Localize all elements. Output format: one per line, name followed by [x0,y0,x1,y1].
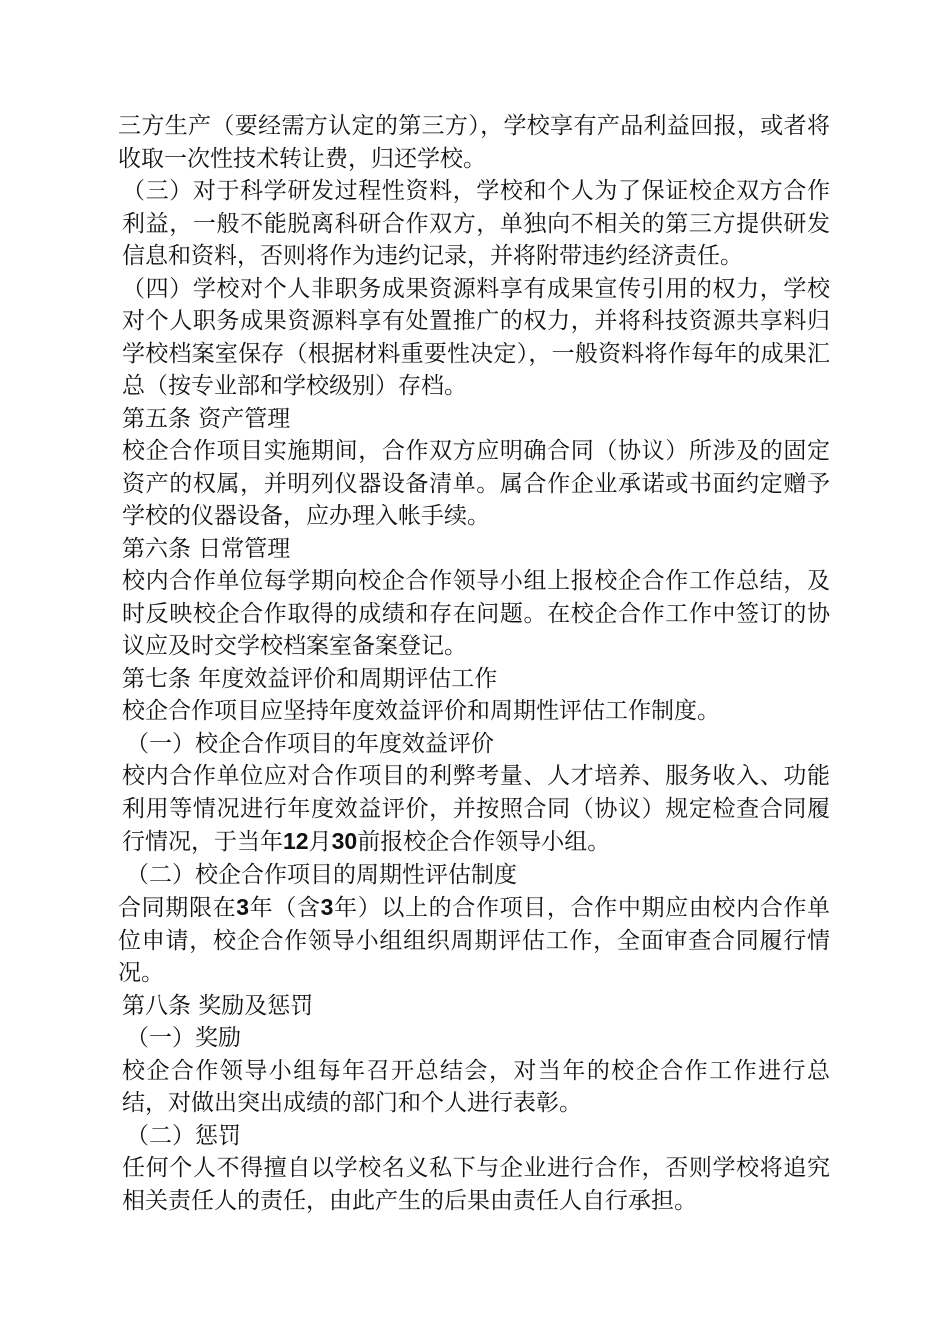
article-eight-heading: 第八条 奖励及惩罚 [122,992,314,1019]
article-six-heading: 第六条 日常管理 [122,535,291,562]
penalty-body: 任何个人不得擅自以学校名义私下与企业进行合作，否则学校将追究相关责任人的责任，由此产生的后果由责任人自行承担。 [122,1155,830,1214]
periodic-evaluation-text-a: 合同期限在 [118,895,237,921]
article-five-body: 校企合作项目实施期间，合作双方应明确合同（协议）所涉及的固定资产的权属，并明列仪器设备清单。属合作企业承诺或书面约定赠予学校的仪器设备，应办理入帐手续。 [122,438,830,529]
article-five-heading: 第五条 资产管理 [122,405,291,432]
paragraph-tech-transfer: 三方生产（要经需方认定的第三方），学校享有产品利益回报，或者将收取一次性技术转让费，归还学校。 [118,113,830,172]
article-seven-intro: 校企合作项目应坚持年度效益评价和周期性评估工作制度。 [122,698,720,724]
contract-years-number-inclusive: 3 [320,894,334,920]
reward-body: 校企合作领导小组每年召开总结会，对当年的校企合作工作进行总结，对做出突出成绩的部门和个人进行表彰。 [122,1057,830,1116]
periodic-evaluation-text-c: 年）以上的合作项目，合作中期应由校内合作单位申请，校企合作领导小组组织周期评估工作，全面审查合同履行情况。 [118,895,831,986]
reward-heading: （一）奖励 [126,1025,241,1051]
annual-evaluation-heading: （一）校企合作项目的年度效益评价 [126,730,494,757]
periodic-evaluation-body [118,891,830,990]
deadline-day-number: 30 [331,828,358,854]
paragraph-item-four: （四）学校对个人非职务成果资源料享有成果宣传引用的权力，学校对个人职务成果资源料享有处置推广的权力，并将科技资源共享料归学校档案室保存（根据材料重要性决定），一般资料将作每年的成果汇总（按专业部和学校级别）存档。 [122,275,830,399]
annual-evaluation-text-a: 校内合作单位应对合作项目的利弊考量、人才培养、服务收入、功能利用等情况进行年度效益评价，并按照合同（协议）规定检查合同履行情况，于当年 [122,763,830,855]
article-six-body: 校内合作单位每学期向校企合作领导小组上报校企合作工作总结，及时反映校企合作取得的成绩和存在问题。在校企合作工作中签订的协议应及时交学校档案室备案登记。 [122,568,830,659]
article-seven-heading: 第七条 年度效益评价和周期评估工作 [122,665,498,692]
document-page [118,110,830,1217]
paragraph-item-three: （三）对于科学研发过程性资料，学校和个人为了保证校企双方合作利益，一般不能脱离科研合作双方，单独向不相关的第三方提供研发信息和资料，否则将作为违约记录，并将附带违约经济责任。 [122,178,830,269]
annual-evaluation-text-c: 前报校企合作领导小组。 [357,829,611,855]
penalty-heading: （二）惩罚 [126,1122,241,1149]
periodic-evaluation-heading: （二）校企合作项目的周期性评估制度 [126,861,517,888]
periodic-evaluation-text-b: 年（含 [249,895,321,921]
annual-evaluation-text-b: 月 [308,829,332,855]
deadline-month-number: 12 [283,828,309,854]
contract-years-number: 3 [236,894,250,920]
annual-evaluation-body [118,760,830,859]
